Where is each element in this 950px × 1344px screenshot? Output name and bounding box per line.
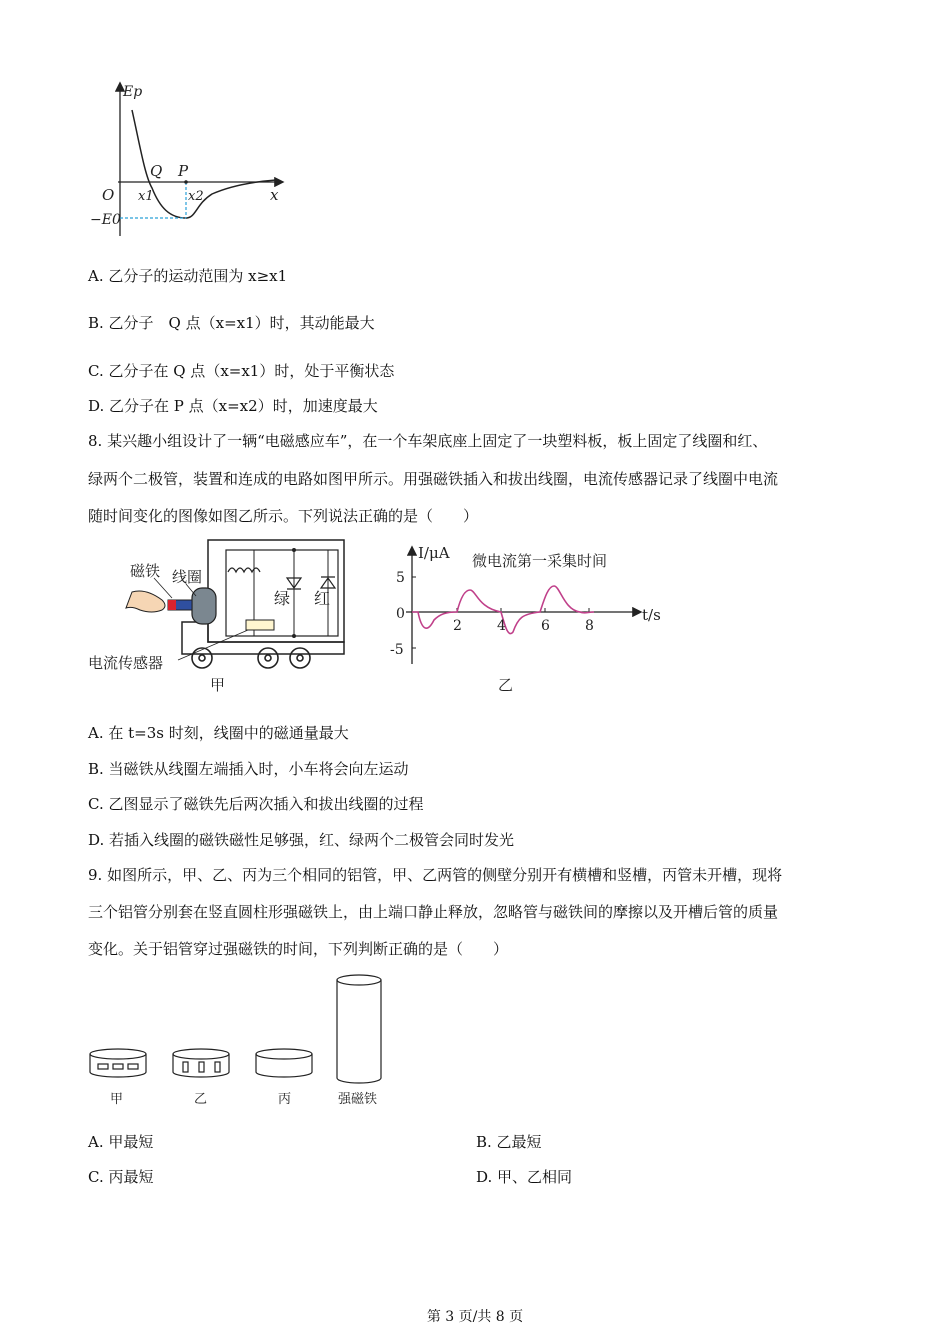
magnet-label: 磁铁 bbox=[130, 562, 161, 580]
t-axis-label: t/s bbox=[642, 606, 661, 624]
ytick-0: 0 bbox=[396, 606, 405, 622]
q7-option-d: D. 乙分子在 P 点（x=x2）时，加速度最大 bbox=[88, 397, 378, 415]
xtick-2: 2 bbox=[453, 618, 462, 634]
magnet-label: 强磁铁 bbox=[338, 1092, 378, 1107]
q7-option-a: A. 乙分子的运动范围为 x≥x1 bbox=[88, 267, 288, 285]
page-footer: 第 3 页/共 8 页 bbox=[426, 1309, 524, 1325]
hand-icon bbox=[126, 591, 165, 612]
q9-option-c: C. 丙最短 bbox=[88, 1168, 154, 1186]
figure-jia-car bbox=[86, 536, 356, 696]
tube-jia-label: 甲 bbox=[110, 1092, 124, 1107]
ytick-5: 5 bbox=[396, 570, 405, 586]
xtick-4: 4 bbox=[497, 618, 506, 634]
graph-title: 微电流第一采集时间 bbox=[472, 552, 608, 570]
red-label: 红 bbox=[314, 589, 331, 608]
tube-jia bbox=[90, 1049, 146, 1077]
neg-e0-label: −E0 bbox=[90, 212, 121, 228]
origin-label: O bbox=[102, 186, 115, 204]
q9-option-a: A. 甲最短 bbox=[88, 1133, 154, 1151]
coil-label: 线圈 bbox=[172, 568, 203, 586]
figure-tubes bbox=[80, 968, 400, 1113]
q9-stem-line-1: 9. 如图所示，甲、乙、丙为三个相同的铝管，甲、乙两管的侧壁分别开有横槽和竖槽，丙管未开槽，现将 bbox=[88, 866, 783, 884]
tube-bing-label: 丙 bbox=[278, 1092, 292, 1107]
tube-yi bbox=[173, 1049, 229, 1077]
q9-stem-line-3: 变化。关于铝管穿过强磁铁的时间，下列判断正确的是（ ） bbox=[88, 940, 509, 958]
yi-caption: 乙 bbox=[498, 676, 514, 694]
ep-graph bbox=[90, 76, 300, 246]
p-point bbox=[184, 180, 188, 184]
q9-option-d: D. 甲、乙相同 bbox=[476, 1168, 573, 1186]
q7-option-c: C. 乙分子在 Q 点（x=x1）时，处于平衡状态 bbox=[88, 362, 395, 380]
strong-magnet bbox=[337, 975, 381, 1083]
sensor-label: 电流传感器 bbox=[88, 654, 164, 672]
wheels bbox=[192, 648, 310, 668]
jia-caption: 甲 bbox=[210, 676, 226, 694]
p-label: P bbox=[178, 162, 189, 180]
ytick-neg5: -5 bbox=[390, 642, 404, 658]
tube-yi-label: 乙 bbox=[194, 1092, 208, 1107]
q8-stem-line-2: 绿两个二极管，装置和连成的电路如图甲所示。用强磁铁插入和拔出线圈，电流传感器记录了线圈中电流 bbox=[88, 470, 779, 488]
ep-axis-label: Ep bbox=[123, 84, 143, 100]
x2-label: x2 bbox=[188, 189, 204, 204]
green-label: 绿 bbox=[274, 589, 291, 608]
tube-bing bbox=[256, 1049, 312, 1077]
coil-drum bbox=[192, 588, 216, 624]
xtick-8: 8 bbox=[585, 618, 594, 634]
xtick-6: 6 bbox=[541, 618, 550, 634]
q9-option-b: B. 乙最短 bbox=[476, 1133, 542, 1151]
coil-spring bbox=[228, 568, 260, 572]
q8-option-b: B. 当磁铁从线圈左端插入时，小车将会向左运动 bbox=[88, 760, 409, 778]
q-label: Q bbox=[150, 162, 163, 180]
current-sensor bbox=[246, 620, 274, 630]
q9-stem-line-2: 三个铝管分别套在竖直圆柱形强磁铁上，由上端口静止释放，忽略管与磁铁间的摩擦以及开槽后管的质量 bbox=[88, 903, 779, 921]
i-axis-label: I/μA bbox=[418, 544, 450, 562]
q7-option-b: B. 乙分子 Q 点（x=x1）时，其动能最大 bbox=[88, 314, 375, 332]
q8-option-a: A. 在 t=3s 时刻，线圈中的磁通量最大 bbox=[88, 724, 349, 742]
q8-stem-line-3: 随时间变化的图像如图乙所示。下列说法正确的是（ ） bbox=[88, 507, 479, 525]
figure-yi-current-graph bbox=[380, 540, 670, 700]
x-axis-label: x bbox=[270, 186, 279, 204]
q8-option-c: C. 乙图显示了磁铁先后两次插入和拔出线圈的过程 bbox=[88, 795, 424, 813]
x1-label: x1 bbox=[138, 189, 154, 204]
q8-option-d: D. 若插入线圈的磁铁磁性足够强，红、绿两个二极管会同时发光 bbox=[88, 831, 515, 849]
q8-stem-line-1: 8. 某兴趣小组设计了一辆“电磁感应车”，在一个车架底座上固定了一块塑料板，板上固定了线圈和红、 bbox=[88, 432, 768, 450]
